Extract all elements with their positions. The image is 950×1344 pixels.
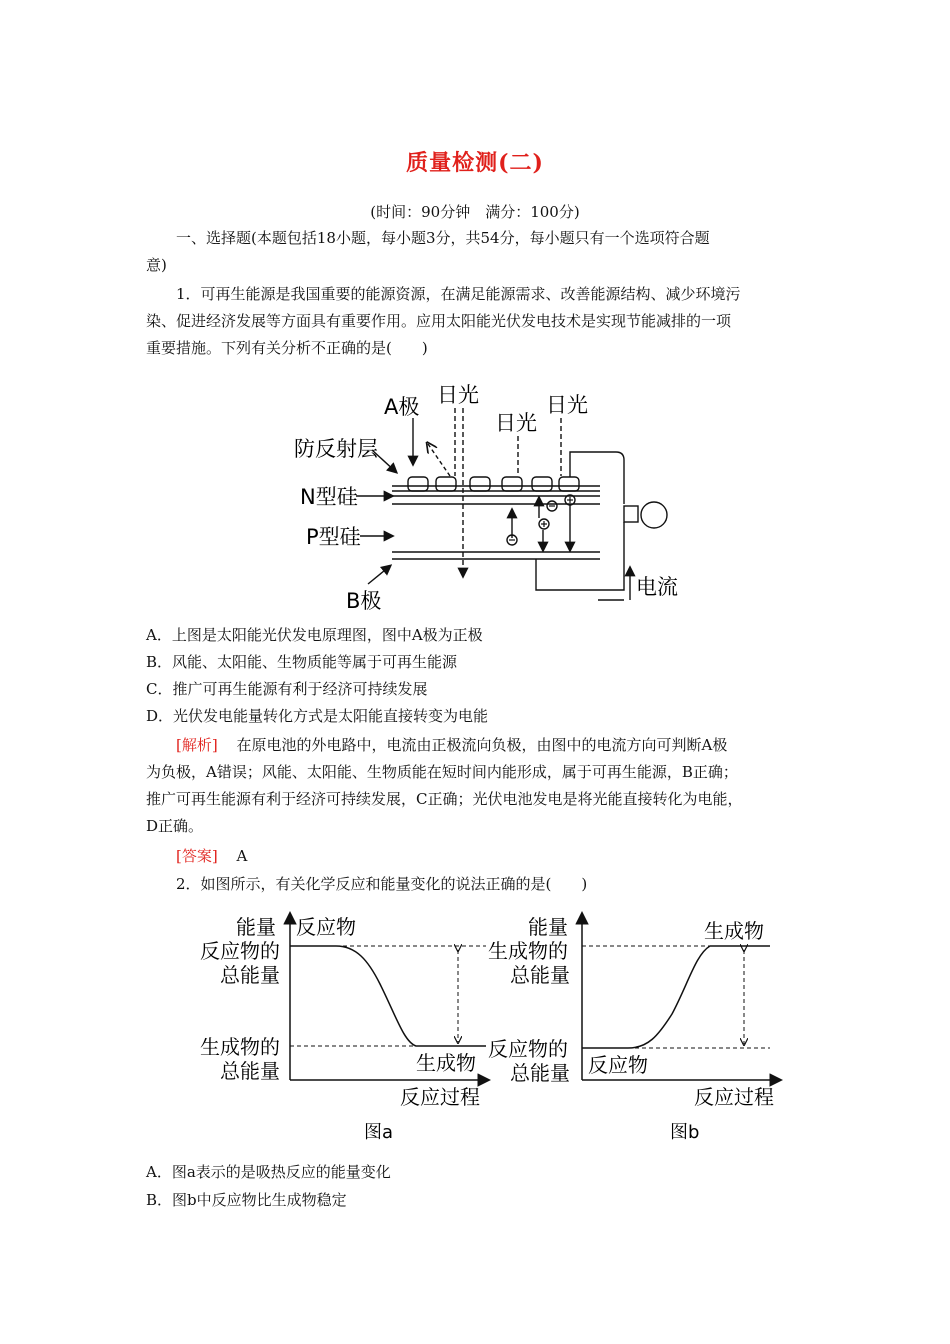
q1-analysis-line4: D正确。 xyxy=(146,817,204,835)
answer-tag: [答案] xyxy=(176,847,218,865)
label-sunlight-1: 日光 xyxy=(437,383,479,407)
label-sunlight-3: 日光 xyxy=(546,393,588,417)
fig-b-y-label: 能量 xyxy=(528,915,568,939)
fig-b-lower-level-line2: 总能量 xyxy=(510,1061,570,1085)
fig-b-upper-level-line1: 生成物的 xyxy=(488,939,568,963)
q1-answer: A xyxy=(236,847,248,865)
section-heading-line2: 意) xyxy=(146,256,167,274)
fig-a-upper-level-line1: 反应物的 xyxy=(200,939,280,963)
q2-stem: 2．如图所示，有关化学反应和能量变化的说法正确的是( ) xyxy=(176,875,588,893)
q1-analysis-line1: 在原电池的外电路中，电流由正极流向负极，由图中的电流方向可判断A极 xyxy=(236,736,728,754)
q1-option-c: C．推广可再生能源有利于经济可持续发展 xyxy=(146,680,428,698)
label-current: 电流 xyxy=(636,575,678,599)
energy-diagram-a xyxy=(196,904,496,1144)
section-heading-line1: 一、选择题(本题包括18小题，每小题3分，共54分，每小题只有一个选项符合题 xyxy=(176,229,710,247)
fig-a-upper-level-line2: 总能量 xyxy=(220,963,280,987)
fig-a-lower-level-line1: 生成物的 xyxy=(200,1035,280,1059)
label-anti-reflection-layer: 防反射层 xyxy=(294,437,378,461)
q1-option-d: D．光伏发电能量转化方式是太阳能直接转变为电能 xyxy=(146,707,489,725)
q1-analysis-line3: 推广可再生能源有利于经济可持续发展，C正确；光伏电池发电是将光能直接转化为电能， xyxy=(146,790,743,808)
fig-a-bottom-curve-label: 生成物 xyxy=(416,1051,476,1075)
fig-a-x-label: 反应过程 xyxy=(400,1085,480,1109)
label-b-pole: B极 xyxy=(346,589,382,613)
q1-stem-line3: 重要措施。下列有关分析不正确的是( ) xyxy=(146,339,428,357)
label-n-type-silicon: N型硅 xyxy=(300,485,358,509)
q1-analysis-line2: 为负极，A错误；风能、太阳能、生物质能在短时间内能形成，属于可再生能源，B正确； xyxy=(146,763,738,781)
fig-b-lower-level-line1: 反应物的 xyxy=(488,1037,568,1061)
q2-option-a: A．图a表示的是吸热反应的能量变化 xyxy=(146,1163,391,1181)
fig-b-bottom-curve-label: 反应物 xyxy=(588,1053,648,1077)
page-title: 质量检测(二) xyxy=(406,150,544,176)
exam-meta: (时间：90分钟 满分：100分) xyxy=(370,203,580,221)
label-sunlight-2: 日光 xyxy=(495,411,537,435)
q1-option-a: A．上图是太阳能光伏发电原理图，图中A极为正极 xyxy=(146,626,483,644)
fig-b-top-curve-label: 生成物 xyxy=(704,919,764,943)
q1-stem-line1: 1．可再生能源是我国重要的能源资源，在满足能源需求、改善能源结构、减少环境污 xyxy=(176,285,741,303)
fig-b-x-label: 反应过程 xyxy=(694,1085,774,1109)
label-a-pole: A极 xyxy=(384,395,420,419)
fig-b-caption: 图b xyxy=(670,1122,700,1143)
fig-a-lower-level-line2: 总能量 xyxy=(220,1059,280,1083)
solar-cell-diagram xyxy=(280,378,700,618)
label-p-type-silicon: P型硅 xyxy=(306,525,361,549)
fig-a-caption: 图a xyxy=(364,1122,394,1143)
fig-b-upper-level-line2: 总能量 xyxy=(510,963,570,987)
q1-option-b: B．风能、太阳能、生物质能等属于可再生能源 xyxy=(146,653,458,671)
fig-a-y-label: 能量 xyxy=(236,915,276,939)
analysis-tag: [解析] xyxy=(176,736,218,754)
q1-stem-line2: 染、促进经济发展等方面具有重要作用。应用太阳能光伏发电技术是实现节能减排的一项 xyxy=(146,312,732,330)
energy-diagram-b xyxy=(488,904,788,1144)
q2-option-b: B．图b中反应物比生成物稳定 xyxy=(146,1191,347,1209)
fig-a-top-curve-label: 反应物 xyxy=(296,915,356,939)
